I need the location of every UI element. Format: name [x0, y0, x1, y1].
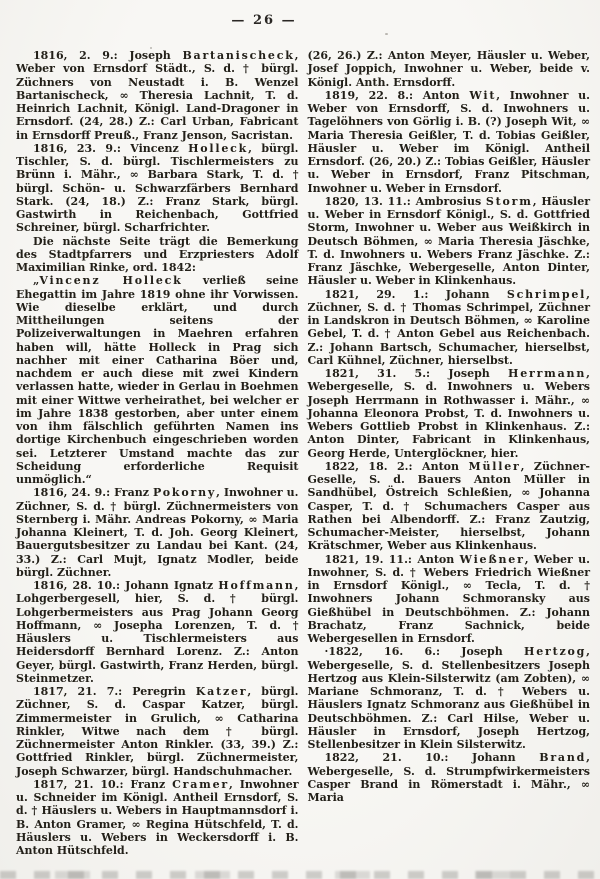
left-column [16, 49, 299, 857]
entry-paragraph [16, 235, 299, 275]
entry-text: , bürgl. Züchner, S. d. Caspar Katzer, bürgl. Zimmermeister in Grulich, ∞ Catharina Rinkler, Witwe nach dem † bürgl. Züchnermeister Anton Rinkler. (33, 39.) Z.: Gottfried Rinkler, bürgl. Züchnermeister, Joseph Schwarzer, bürgl. Handschuhmacher. [16, 685, 299, 778]
entry-text: 1816, 24. 9.: Franz [33, 486, 153, 500]
person-name: Wit [469, 88, 497, 102]
text-columns [0, 28, 600, 857]
entry-text: , Züchner-Geselle, S. d. Bauers Anton Müller in Sandhübel, Östreich Schleßien, ∞ Johanna Casper, T. d. † Schumachers Casper aus Rathen bei Albendorff. Z.: Franz Zautzig, Schumacher-Meister, hierselbst, Johann Krätschmer, Weber aus Klinkenhaus. [307, 459, 590, 553]
entry-text: , Webergeselle, S. d. Strumpfwirkermeisters Casper Brand in Römerstadt i. Mähr., ∞ Maria [307, 751, 590, 804]
entry-paragraph [16, 274, 299, 486]
person-name: Herrmann [508, 367, 587, 380]
entry-paragraph [16, 49, 299, 142]
entry-paragraph [16, 579, 299, 685]
entry-text: 1816, 2. 9.: Joseph [33, 49, 183, 62]
entry-text: 1821, 19. 11.: Anton [324, 552, 460, 566]
entry-text: Die nächste Seite trägt die Bemerkung des Stadtpfarrers und Erzpriesters Adolf Maximilian Rinke, ord. 1842: [16, 234, 299, 274]
entry-paragraph [16, 685, 299, 778]
entry-text: , Züchner, S. d. † Thomas Schrimpel, Züchner in Landskron in Deutsch Böhmen, ∞ Karoline Gebel, T. d. † Anton Gebel aus Reichenbach. Z.: Johann Bartsch, Schumacher, hierselbst, Carl Kühnel, Züchner, hierselbst. [307, 287, 590, 367]
person-name: Hoffmann [218, 579, 295, 592]
entry-paragraph [308, 288, 591, 368]
entry-paragraph [308, 195, 591, 288]
entry-paragraph [308, 460, 591, 553]
entry-text: 1819, 22. 8.: Anton [324, 88, 470, 102]
entry-text: , Weber von Ernsdorf Städt., S. d. † bürgl. Züchners von Neustadt i. B. Wenzel Bartanischeck, ∞ Theresia Lachnit, T. d. Heinrich Lachnit, Königl. Land-Dragoner in Ernsdorf. (24, 28.) Z.: Carl Urban, Fabricant in Ernsdorff Preuß., Franz Jenson, Sacristan. [16, 49, 299, 142]
entry-text: ·1822, 16. 6.: Joseph [324, 645, 524, 659]
scan-speck [385, 33, 388, 35]
entry-paragraph [308, 645, 591, 751]
entry-text: , Inwohner u. Schneider im Königl. Antheil Ernsdorf, S. d. † Häuslers u. Webers in Hauptmannsdorf i. B. Anton Gramer, ∞ Regina Hütschfeld, T. d. Häuslers u. Webers in Weckersdorff i. B. Anton Hütschfeld. [16, 777, 299, 857]
entry-text: 1816, 28. 10.: Johann Ignatz [33, 579, 219, 592]
person-name: Müller [468, 459, 521, 473]
entry-text: , Inwohner u. Züchner, S. d. † bürgl. Züchnermeisters von Sternberg i. Mähr. Andreas Pokorny, ∞ Maria Johanna Kleinert, T. d. Joh. Georg Kleinert, Bauergutsbesitzer zu Landau bei Kant. (24, 33.) Z.: Carl Mujt, Ignatz Modler, beide bürgl. Züchner. [16, 486, 299, 579]
entry-paragraph [308, 89, 591, 195]
entry-paragraph [16, 142, 299, 235]
entry-text: verließ seine Ehegattin im Jahre 1819 ohne ihr Vorwissen. Wie dieselbe erklärt, und durch Mittheilungen seitens der Polizeiverwaltungen in Maehren erfahren haben will, hätte Holleck in Prag sich nachher mit einer Catharina Böer und, nachdem er auch diese mit zwei Kindern verlassen hatte, wieder in Gerlau in Boehmen mit einer Wittwe verheirathet, bei welcher er im Jahre 1838 gestorben, aber unter einem von ihm fälschlich geführten Namen ins dortige Kirchenbuch eingeschrieben worden sei. Letzterer Umstand machte das zur Scheidung erforderliche Requisit unmöglich.“ [16, 274, 299, 486]
person-name: Brand [539, 751, 587, 765]
entry-text: , bürgl. Tischler, S. d. bürgl. Tischlermeisters zu Brünn i. Mähr., ∞ Barbara Stark, T. d. † bürgl. Schön- u. Schwarzfärbers Bernhard Stark. (24, 18.) Z.: Franz Stark, bürgl. Gastwirth in Reichenbach, Gottfried Schreiner, bürgl. Scharfrichter. [16, 141, 299, 235]
entry-text: , Webergeselle, S. d. Stellenbesitzers Joseph Hertzog aus Klein-Silsterwitz (am Zobten), ∞ Mariane Schmoranz, T. d. † Webers u. Häuslers Ignatz Schmoranz aus Gießhübel in Deutschböhmen. Z.: Carl Hilse, Weber u. Häusler in Ernsdorf, Joseph Hertzog, Stellenbesitzer in Klein Silsterwitz. [307, 645, 590, 751]
person-name: Cramer [172, 777, 230, 791]
entry-text: 1821, 29. 1.: Johann [324, 287, 507, 301]
person-name: Schrimpel [506, 287, 587, 301]
entry-text: 1816, 23. 9.: Vincenz [33, 141, 189, 155]
entry-text: (26, 26.) Z.: Anton Meyer, Häusler u. Weber, Josef Joppich, Inwohner u. Weber, beide v. Königl. Anth. Ernsdorff. [307, 49, 590, 89]
entry-text: 1820, 13. 11.: Ambrosius [324, 194, 486, 208]
person-name: Katzer [195, 685, 248, 698]
entry-paragraph [308, 49, 591, 89]
entry-text: , Weber u. Inwohner, S. d. † Webers Friedrich Wießner in Ernsdorf Königl., ∞ Tecla, T. d. † Inwohners Johann Schmoransky aus Gießhübel in Deutschböhmen. Z.: Johann Brachatz, Franz Sachnick, beide Webergesellen in Ernsdorf. [307, 552, 590, 645]
entry-paragraph [308, 553, 591, 646]
entry-text: , Lohgerbergesell, hier, S. d. † bürgl. Lohgerbermeisters aus Prag Johann Georg Hoffmann, ∞ Josepha Lorenzen, T. d. † Häuslers u. Tischlermeisters aus Heidersdorff Bernhard Lorenz. Z.: Anton Geyer, bürgl. Gastwirth, Franz Herden, bürgl. Steinmetzer. [16, 579, 299, 685]
entry-paragraph [308, 367, 591, 460]
person-name: Holleck [188, 141, 249, 155]
entry-text: , Webergeselle, S. d. Inwohners u. Webers Joseph Herrmann in Rothwasser i. Mähr., ∞ Johanna Eleonora Probst, T. d. Inwohners u. Webers Gottlieb Probst in Klinkenhaus. Z.: Anton Dinter, Fabricant in Klinkenhaus, Georg Herde, Unterglöckner, hier. [307, 367, 590, 460]
entry-paragraph [16, 486, 299, 579]
person-name: Storm [485, 194, 533, 208]
entry-text: 1817, 21. 7.: Peregrin [33, 685, 196, 698]
entry-text: 1817, 21. 10.: Franz [33, 777, 173, 791]
person-name: Wießner [459, 552, 525, 566]
right-column [308, 49, 591, 857]
entry-text: 1821, 31. 5.: Joseph [324, 367, 508, 380]
person-name: Hertzog [524, 645, 587, 659]
entry-paragraph [16, 778, 299, 858]
person-name: Pokorny [153, 486, 217, 500]
entry-text: 1822, 21. 10.: Johann [324, 751, 540, 765]
person-name: Bartanischeck [182, 49, 295, 62]
scan-speck [150, 47, 152, 49]
entry-paragraph [308, 751, 591, 804]
person-name: Vincenz Holleck [39, 274, 183, 288]
entry-text: , Häusler u. Weber in Ernsdorf Königl., S. d. Gottfried Storm, Inwohner u. Weber aus Weißkirch in Deutsch Böhmen, ∞ Maria Theresia Jäschke, T. d. Inwohners u. Webers Franz Jäschke. Z.: Franz Jäschke, Webergeselle, Anton Dinter, Häusler u. Weber in Klinkenhaus. [307, 194, 590, 288]
entry-text: , Inwohner u. Weber von Ernsdorff, S. d. Inwohners u. Tagelöhners von Görlig i. B. (?) Joseph Wit, ∞ Maria Theresia Geißler, T. d. Tobias Geißler, Häusler u. Weber im Königl. Antheil Ernsdorf. (26, 20.) Z.: Tobias Geißler, Häusler u. Weber in Ernsdorf, Franz Pitschman, Inwohner u. Weber in Ernsdorf. [307, 88, 590, 195]
entry-text: 1822, 18. 2.: Anton [324, 459, 469, 473]
page-number: — 26 — [231, 13, 297, 28]
page-bottom-artifact [0, 871, 600, 879]
entry-text: „ [33, 274, 40, 288]
